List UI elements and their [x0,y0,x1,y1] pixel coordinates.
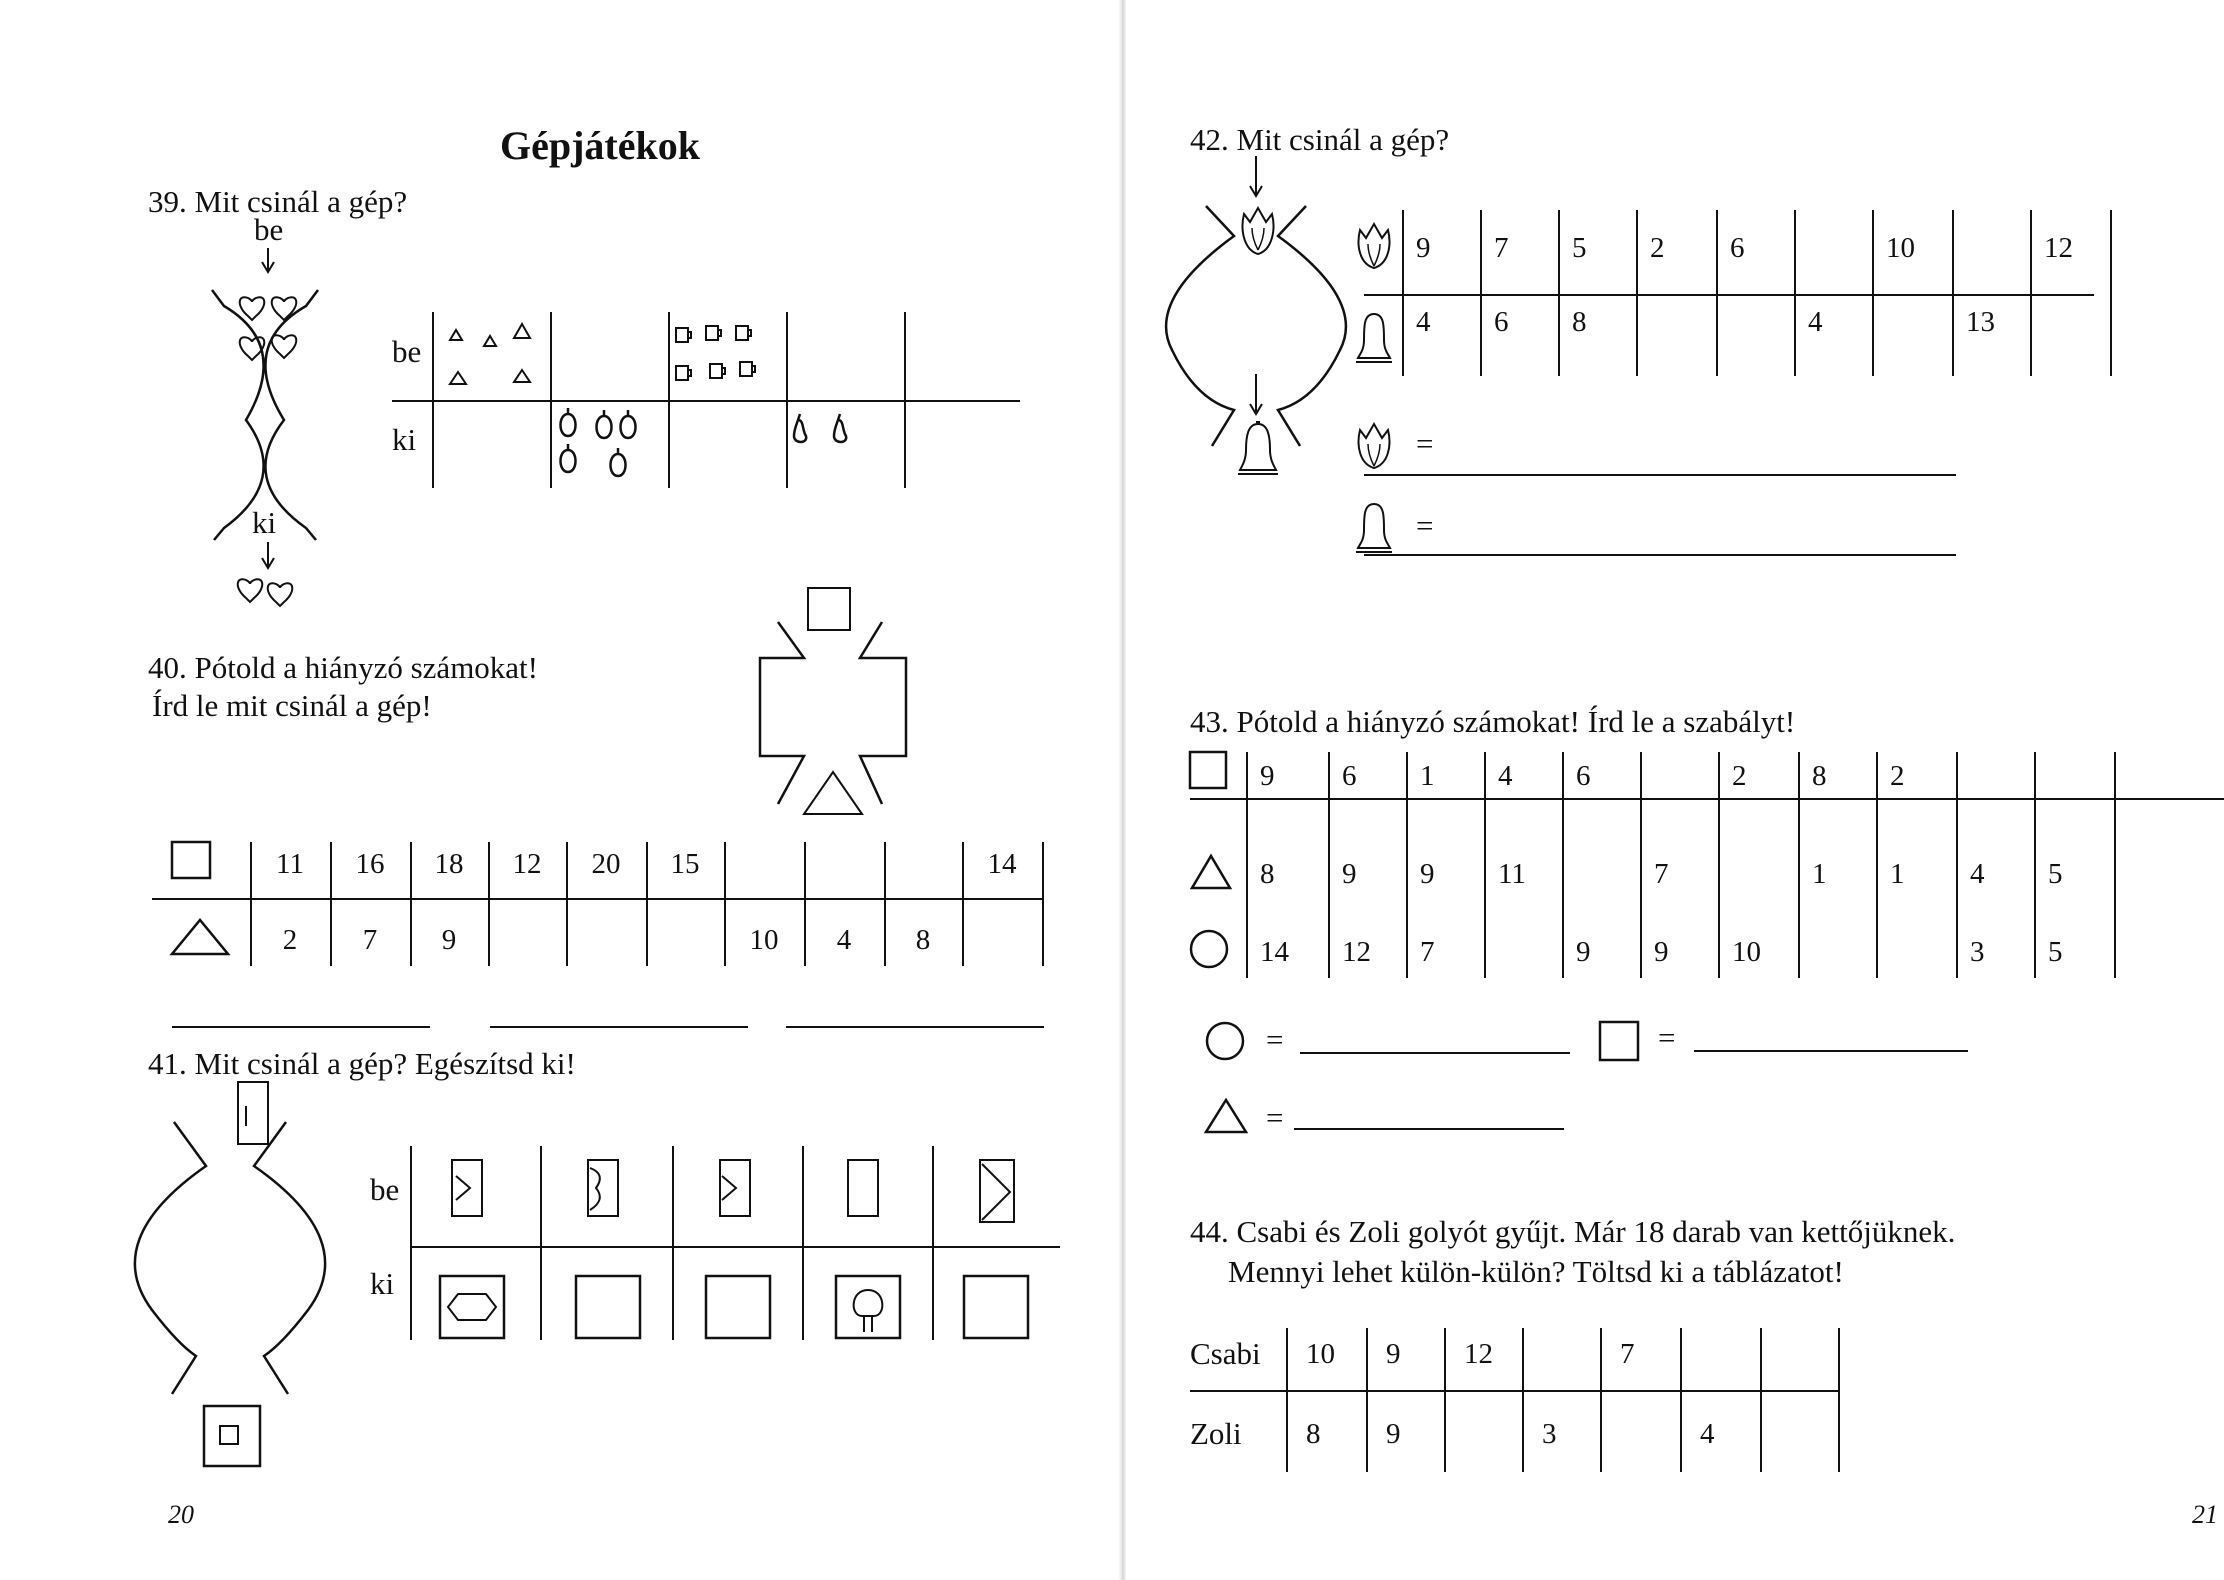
table-cell[interactable]: 6 [1494,306,1509,338]
table-column-line [1484,752,1486,978]
table-cell[interactable]: 4 [836,924,852,956]
answer-line[interactable] [1694,1050,1968,1052]
table-cell[interactable]: 1 [1890,858,1905,890]
table-column-line [1718,752,1720,978]
ex41-table-in-label: be [370,1172,400,1207]
table-cell[interactable]: 7 [362,924,378,956]
table-cell[interactable]: 12 [512,848,542,880]
table-cell[interactable]: 6 [1342,760,1357,792]
table-cell[interactable]: 8 [1306,1418,1321,1450]
table-cell[interactable]: 1 [1812,858,1827,890]
table-cell[interactable]: 5 [2048,858,2063,890]
table-cell[interactable]: 14 [1260,936,1289,968]
table-column-line [1794,210,1796,376]
table-cell[interactable]: 2 [282,924,298,956]
table-column-line [1558,210,1560,376]
table-cell[interactable]: 7 [1654,858,1669,890]
table-column-line [2110,210,2112,376]
table-cell[interactable]: 8 [1572,306,1587,338]
table-cell[interactable]: 20 [591,848,621,880]
table-cell[interactable]: 4 [1700,1418,1715,1450]
triangle-icon [1202,1096,1250,1136]
equals-sign: = [1266,1022,1284,1057]
table-column-line [1872,210,1874,376]
table-cell[interactable]: 9 [1386,1418,1401,1450]
table-cell[interactable]: 18 [434,848,464,880]
ex44-question-line1: 44. Csabi és Zoli golyót gyűjt. Már 18 darab van kettőjüknek. [1190,1214,1956,1249]
table-cell[interactable]: 11 [276,848,304,880]
square-icon [1188,750,1230,792]
table-cell[interactable]: 8 [1260,858,1275,890]
table-column-line [1956,752,1958,978]
table-column-line [1600,1328,1602,1472]
table-cell[interactable]: 9 [441,924,457,956]
tulip-icon [1236,204,1280,260]
table-column-line [1522,1328,1524,1472]
table-column-line [1562,752,1564,978]
equals-sign: = [1658,1020,1676,1055]
page-number-left: 20 [168,1500,194,1529]
equals-sign: = [1416,508,1434,543]
table-cell[interactable]: 8 [1812,760,1827,792]
table-column-line [1328,752,1330,978]
ex39-out-label: ki [252,505,277,540]
bell-icon [1356,310,1392,366]
table-cell[interactable]: 2 [1890,760,1905,792]
ex40-question-line2: Írd le mit csinál a gép! [152,688,432,723]
table-cell[interactable]: 12 [1464,1338,1493,1370]
ex41-question: 41. Mit csinál a gép? Egészítsd ki! [148,1046,576,1081]
table-cell[interactable]: 10 [1732,936,1761,968]
ex39-in-label: be [254,212,284,247]
table-cell[interactable]: 9 [1386,1338,1401,1370]
table-cell[interactable]: 9 [1576,936,1591,968]
answer-line[interactable] [1364,554,1956,556]
table-cell[interactable]: 7 [1620,1338,1635,1370]
table-cell[interactable]: 3 [1970,936,1985,968]
answer-line[interactable] [1300,1052,1570,1054]
table-cell[interactable]: 2 [1732,760,1747,792]
ex40-question-line1: 40. Pótold a hiányzó számokat! [148,650,538,685]
table-cell[interactable]: 7 [1420,936,1435,968]
table-column-line [1246,752,1248,978]
table-column-line [1760,1328,1762,1472]
bell-icon [1236,420,1280,480]
table-cell[interactable]: 4 [1416,306,1431,338]
table-cell[interactable]: 6 [1576,760,1591,792]
table-column-line [1406,752,1408,978]
table-column-line [1286,1328,1288,1472]
answer-line[interactable] [1294,1128,1564,1130]
table-cell[interactable]: 4 [1808,306,1823,338]
table-cell[interactable]: 9 [1654,936,1669,968]
ex43-question: 43. Pótold a hiányzó számokat! Írd le a szabályt! [1190,704,1796,739]
ex39-question: 39. Mit csinál a gép? [148,184,408,219]
table-cell[interactable]: 10 [1886,232,1915,264]
table-cell[interactable]: 10 [749,924,779,956]
table-cell[interactable]: 6 [1730,232,1745,264]
table-cell[interactable]: 3 [1542,1418,1557,1450]
ex41-table-out-label: ki [370,1266,395,1301]
tulip-icon [1354,422,1394,472]
table-cell[interactable]: 5 [1572,232,1587,264]
table-column-line [2034,752,2036,978]
table-cell[interactable]: 16 [355,848,385,880]
bell-icon [1356,500,1392,556]
table-cell[interactable]: 11 [1498,858,1526,890]
ex42-table-divider [1364,294,2094,296]
table-column-line [2114,752,2116,978]
table-cell[interactable]: 15 [670,848,700,880]
table-cell[interactable]: 14 [987,848,1017,880]
table-cell[interactable]: 4 [1970,858,1985,890]
table-cell[interactable]: 9 [1420,858,1435,890]
circle-icon [1204,1020,1248,1064]
table-cell[interactable]: 9 [1416,232,1431,264]
table-cell[interactable]: 5 [2048,936,2063,968]
equals-sign: = [1416,426,1434,461]
table-cell[interactable]: 12 [1342,936,1371,968]
tulip-icon [1354,222,1394,272]
ex44-row-label-zoli: Zoli [1190,1416,1242,1451]
table-cell[interactable]: 12 [2044,232,2073,264]
right-page [1126,0,2224,1580]
ex39-table-out-label: ki [392,422,417,457]
table-cell[interactable]: 8 [915,924,931,956]
table-cell[interactable]: 9 [1260,760,1275,792]
table-column-line [1636,210,1638,376]
table-column-line [1876,752,1878,978]
table-column-line [1716,210,1718,376]
table-column-line [1952,210,1954,376]
table-cell[interactable]: 9 [1342,858,1357,890]
table-column-line [1680,1328,1682,1472]
ex44-question-line2: Mennyi lehet külön-külön? Töltsd ki a táblázatot! [1228,1254,1844,1289]
table-column-line [1402,210,1404,376]
ex43-table-divider [1190,798,2224,800]
table-cell[interactable]: 10 [1306,1338,1335,1370]
page-number-right: 21 [2192,1500,2218,1529]
triangle-icon [1190,852,1234,892]
equals-sign: = [1266,1100,1284,1135]
answer-line[interactable] [1364,474,1956,476]
table-column-line [1798,752,1800,978]
table-cell[interactable]: 7 [1494,232,1509,264]
table-column-line [1838,1328,1840,1472]
table-column-line [1444,1328,1446,1472]
table-cell[interactable]: 1 [1420,760,1435,792]
circle-icon [1188,928,1232,972]
table-column-line [2030,210,2032,376]
ex39-table-in-label: be [392,334,422,369]
page-title: Gépjátékok [500,123,700,168]
square-icon [1598,1020,1642,1064]
table-cell[interactable]: 4 [1498,760,1513,792]
table-column-line [1480,210,1482,376]
table-column-line [1640,752,1642,978]
table-cell[interactable]: 2 [1650,232,1665,264]
ex44-row-label-csabi: Csabi [1190,1336,1261,1371]
table-column-line [1366,1328,1368,1472]
table-cell[interactable]: 13 [1966,306,1995,338]
ex42-question: 42. Mit csinál a gép? [1190,122,1450,157]
